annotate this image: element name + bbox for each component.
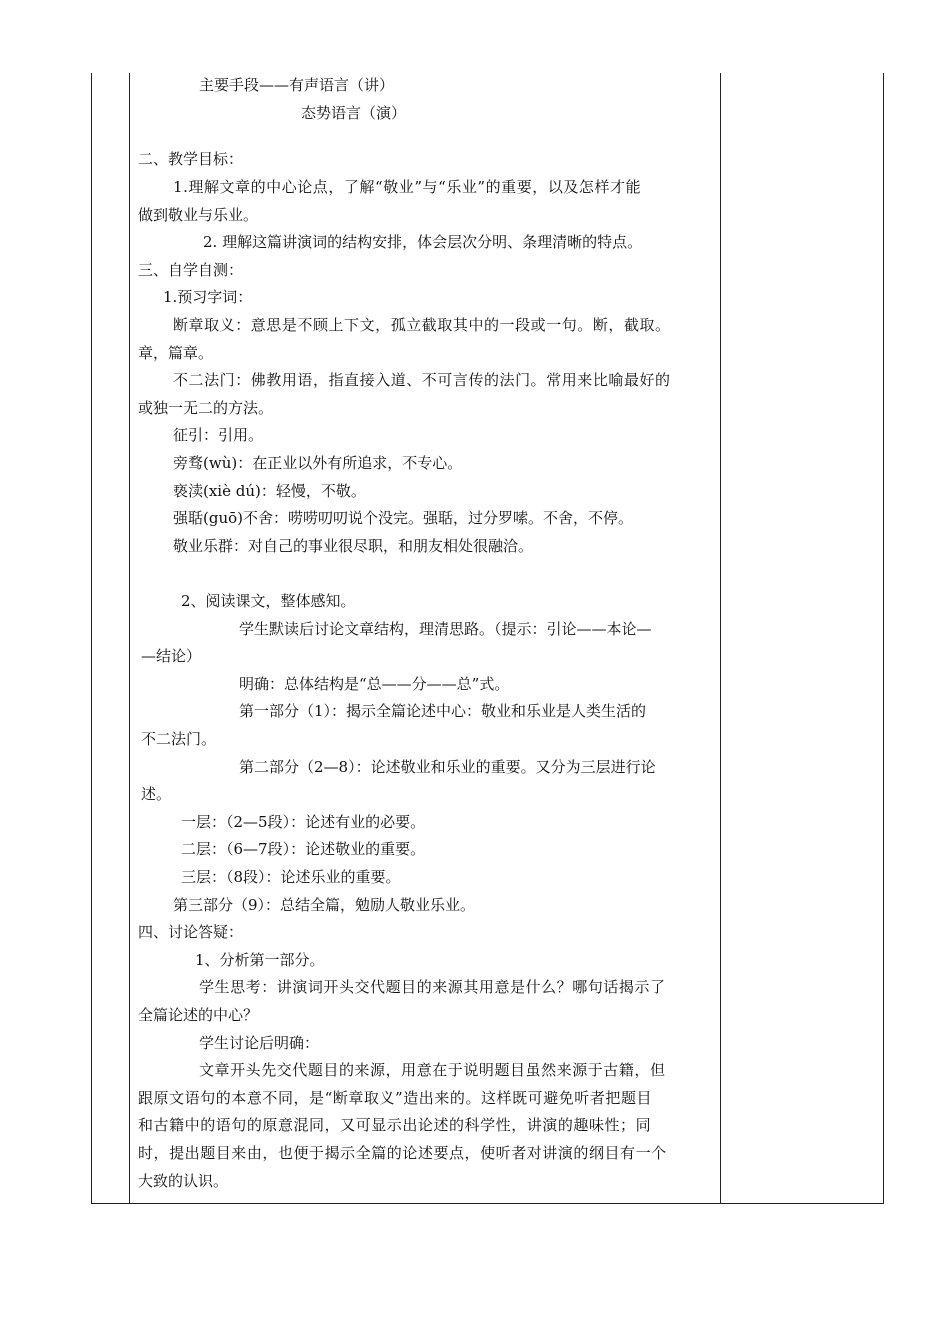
text-line: 二层：（6—7段）：论述敬业的重要。 [181,840,426,858]
text-line: 不二法门。 [141,730,217,748]
section-heading: 三、自学自测： [138,261,244,279]
text-line: 述。 [141,785,172,803]
text-line: 1.理解文章的中心论点，了解“敬业”与“乐业”的重要，以及怎样才能 [173,178,642,196]
text-line: 学生思考：讲演词开头交代题目的来源其用意是什么？哪句话揭示了 [199,978,666,996]
text-line: 第三部分（9）：总结全篇，勉励人敬业乐业。 [173,896,476,914]
text-line: 强聒(guō)不舍：唠唠叨叨说个没完。强聒，过分罗嗦。不舍，不停。 [173,509,634,527]
text-line: 1、分析第一部分。 [195,951,325,969]
text-line: 断章取义：意思是不顾上下文，孤立截取其中的一段或一句。断，截取。 [173,316,671,334]
text-line: 不二法门：佛教用语，指直接入道、不可言传的法门。常用来比喻最好的 [173,371,671,389]
text-line: 主要手段——有声语言（讲） [199,76,395,94]
text-line: 和古籍中的语句的原意混同，又可显示出论述的科学性，讲演的趣味性；同 [138,1116,652,1134]
left-column-divider [129,73,130,1203]
text-line: 做到敬业与乐业。 [138,206,259,224]
text-line: 跟原文语句的本意不同，是“断章取义”造出来的。这样既可避免听者把题目 [138,1089,653,1107]
text-line: 第一部分（1）：揭示全篇论述中心：敬业和乐业是人类生活的 [239,702,647,720]
text-line: 第二部分（2—8）：论述敬业和乐业的重要。又分为三层进行论 [239,758,656,776]
text-line: —结论） [141,647,202,665]
text-line: 学生讨论后明确： [199,1034,320,1052]
text-line: 2、阅读课文，整体感知。 [181,592,356,610]
text-line: 三层：（8段）：论述乐业的重要。 [181,868,401,886]
text-line: 全篇论述的中心？ [138,1006,259,1024]
text-line: 学生默读后讨论文章结构，理清思路。（提示：引论——本论— [239,620,652,638]
right-column-divider [720,73,721,1203]
text-line: 亵渎(xiè dú)：轻慢，不敬。 [173,482,366,500]
text-line: 明确：总体结构是“总——分——总”式。 [239,675,510,693]
section-heading: 二、教学目标： [138,150,244,168]
text-line: 2. 理解这篇讲演词的结构安排，体会层次分明、条理清晰的特点。 [203,233,643,251]
text-line: 文章开头先交代题目的来源，用意在于说明题目虽然来源于古籍，但 [199,1061,666,1079]
text-line: 征引：引用。 [173,426,264,444]
text-line: 大致的认识。 [138,1172,229,1190]
text-line: 或独一无二的方法。 [138,399,274,417]
text-line: 一层：（2—5段）：论述有业的必要。 [181,813,426,831]
text-line: 态势语言（演） [301,104,407,122]
text-line: 章，篇章。 [138,344,214,362]
text-line: 旁骛(wù)：在正业以外有所追求，不专心。 [173,454,463,472]
section-heading: 四、讨论答疑： [138,923,244,941]
text-line: 时，提出题目来由，也便于揭示全篇的论述要点，使听者对讲演的纲目有一个 [138,1144,667,1162]
text-line: 1.预习字词： [163,288,253,306]
text-line: 敬业乐群：对自己的事业很尽职，和朋友相处很融洽。 [173,537,534,555]
